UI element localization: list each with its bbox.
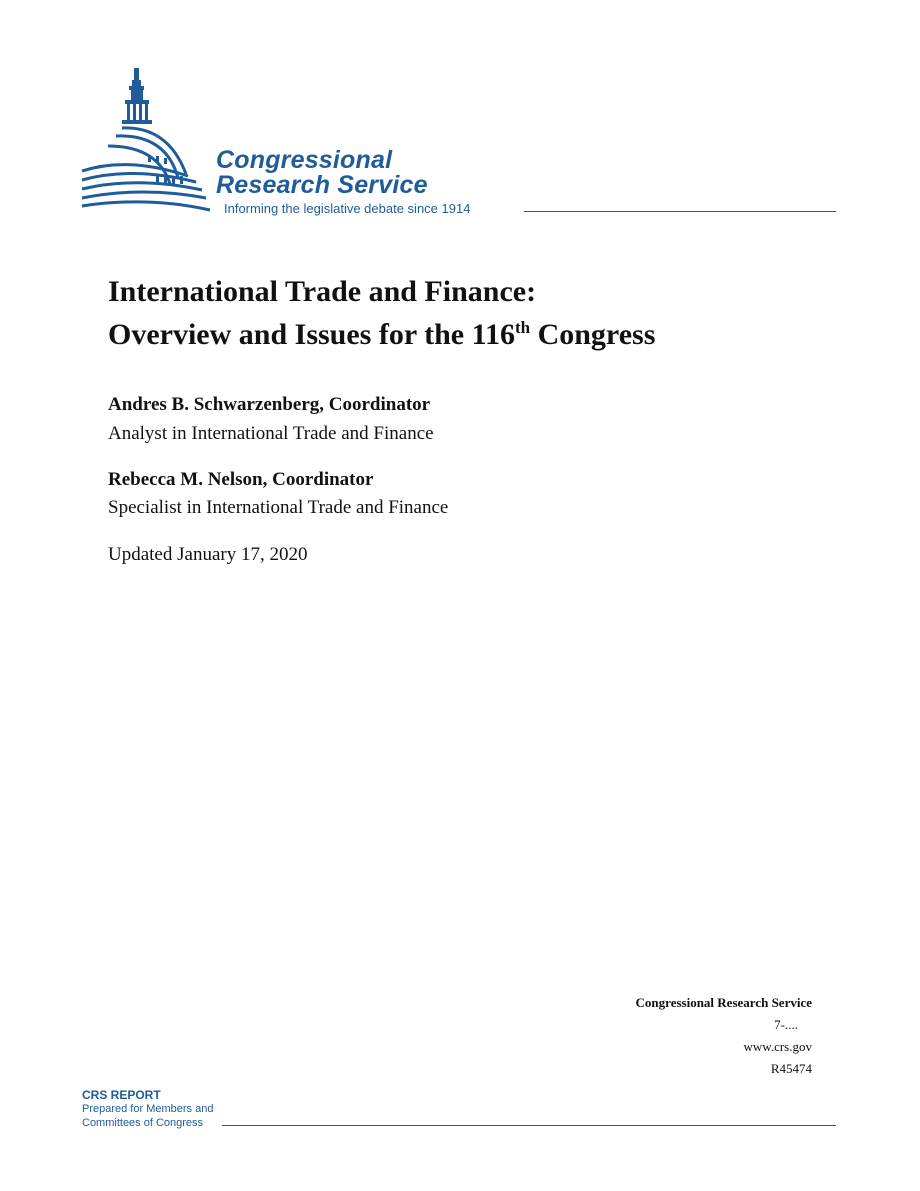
crs-report-line-2: Committees of Congress xyxy=(82,1117,204,1129)
author-2-name: Rebecca M. Nelson, Coordinator xyxy=(108,469,374,490)
crs-report-label: CRS REPORT xyxy=(82,1088,161,1102)
report-title xyxy=(108,270,655,356)
title-line-2-main: Overview and Issues for the 116 xyxy=(108,318,515,351)
crs-report-line-1: Prepared for Members and xyxy=(82,1103,214,1115)
header-rule xyxy=(524,211,836,212)
capitol-dome-icon xyxy=(78,66,218,216)
logo-tagline: Informing the legislative debate since 1914 xyxy=(224,201,471,216)
crs-info-block xyxy=(636,992,812,1080)
author-1-role: Analyst in International Trade and Finance xyxy=(108,423,434,444)
crs-logo xyxy=(78,66,518,226)
crs-org-name: Congressional Research Service xyxy=(635,995,812,1010)
title-ordinal-suffix: th xyxy=(514,318,531,337)
footer-rule xyxy=(222,1125,836,1126)
crs-number: 7-.... xyxy=(774,1017,798,1032)
author-2-role: Specialist in International Trade and Finance xyxy=(108,497,449,518)
title-line-2-end: Congress xyxy=(530,318,656,351)
logo-line-1: Congressional xyxy=(216,146,393,174)
title-line-1: International Trade and Finance: xyxy=(108,275,537,308)
updated-date: Updated January 17, 2020 xyxy=(108,544,308,565)
crs-report-label-box xyxy=(82,1088,213,1130)
title-line-2 xyxy=(108,318,655,351)
crs-url[interactable]: www.crs.gov xyxy=(743,1039,812,1054)
crs-report-id: R45474 xyxy=(770,1061,812,1076)
author-1-name: Andres B. Schwarzenberg, Coordinator xyxy=(108,394,431,415)
logo-line-2: Research Service xyxy=(216,171,428,199)
